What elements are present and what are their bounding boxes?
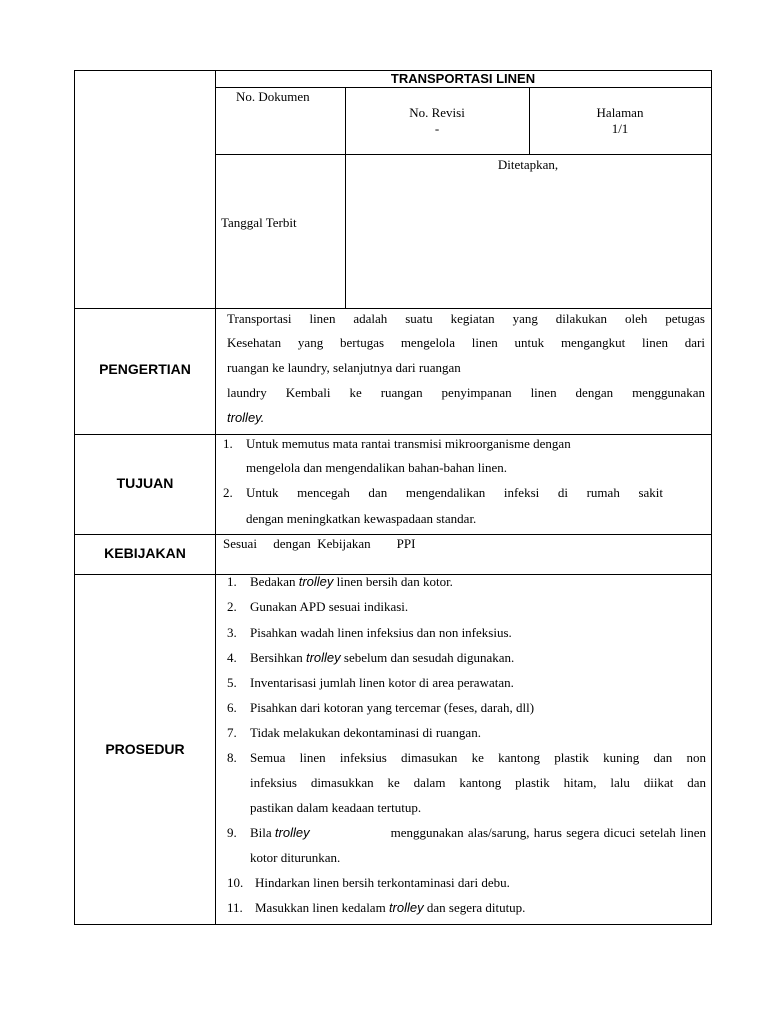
prosedur-item-num: 5.: [227, 675, 237, 690]
prosedur-item-italic: trolley: [388, 900, 424, 915]
prosedur-item-1: [227, 574, 453, 590]
tanggal-terbit-label: Tanggal Terbit: [221, 215, 297, 230]
no-revisi-value: -: [434, 121, 440, 136]
pengertian-line-4: laundry Kembali ke ruangan penyimpanan linen dengan menggunakan: [227, 385, 705, 400]
kebijakan-label: KEBIJAKAN: [104, 545, 186, 561]
halaman-value: 1/1: [611, 121, 629, 136]
prosedur-item-3: [227, 625, 512, 641]
prosedur-item-10: [227, 875, 510, 891]
prosedur-item-num: 4.: [227, 650, 237, 665]
prosedur-item-num: 1.: [227, 574, 237, 589]
tujuan-item-1-line-2: mengelola dan mengendalikan bahan-bahan linen.: [246, 460, 507, 475]
prosedur-item-num: 11.: [227, 900, 243, 915]
tujuan-item-1-line-1: Untuk memutus mata rantai transmisi mikroorganisme dengan: [246, 436, 571, 451]
prosedur-item-text: Tidak melakukan dekontaminasi di ruangan.: [250, 725, 481, 740]
prosedur-item-text: Masukkan linen kedalam: [255, 900, 389, 915]
pengertian-label: PENGERTIAN: [99, 361, 191, 377]
prosedur-item-num: 2.: [227, 599, 237, 614]
pengertian-trolley: trolley.: [227, 410, 265, 425]
pengertian-line-1: Transportasi linen adalah suatu kegiatan yang dilakukan oleh petugas: [227, 311, 705, 326]
prosedur-item-italic: trolley: [274, 825, 310, 840]
prosedur-item-num: 10.: [227, 875, 244, 890]
tujuan-item-1-num: 1.: [223, 436, 233, 451]
tujuan-label: TUJUAN: [116, 475, 174, 491]
prosedur-item-text: Pisahkan dari kotoran yang tercemar (feses, darah, dll): [250, 700, 535, 715]
prosedur-item-8-line-2: infeksius dimasukkan ke dalam kantong plastik hitam, lalu diikat dan: [250, 775, 706, 790]
tujuan-item-2-num: 2.: [223, 485, 233, 500]
prosedur-item-6: [227, 700, 534, 716]
prosedur-item-9-line-1: [250, 825, 706, 841]
prosedur-label: PROSEDUR: [105, 741, 185, 757]
prosedur-item-num: 6.: [227, 700, 237, 715]
prosedur-item-text-end: linen bersih dan kotor.: [333, 574, 453, 589]
header-section-divider: [75, 308, 711, 309]
prosedur-item-text-end: menggunakan alas/sarung, harus segera dicuci setelah linen: [390, 825, 706, 840]
prosedur-item-8-line-1: Semua linen infeksius dimasukan ke kantong plastik kuning dan non: [250, 750, 706, 765]
kebijakan-text: Sesuai dengan Kebijakan PPI: [223, 536, 416, 551]
ditetapkan-label: Ditetapkan,: [497, 157, 559, 172]
prosedur-item-5: [227, 675, 514, 691]
prosedur-item-italic: trolley: [305, 650, 341, 665]
title-divider: [215, 87, 711, 88]
prosedur-item-num: 7.: [227, 725, 237, 740]
tujuan-item-2-line-2: dengan meningkatkan kewaspadaan standar.: [246, 511, 477, 526]
prosedur-item-italic: trolley: [298, 574, 334, 589]
prosedur-item-text-end: sebelum dan sesudah digunakan.: [340, 650, 515, 665]
prosedur-item-num: 3.: [227, 625, 237, 640]
prosedur-item-4: [227, 650, 514, 666]
prosedur-item-8-num: 8.: [227, 750, 237, 765]
no-dokumen-label: No. Dokumen: [236, 89, 310, 104]
prosedur-item-7: [227, 725, 481, 741]
prosedur-item-text: Bersihkan: [250, 650, 306, 665]
prosedur-item-9-line-2: kotor diturunkan.: [250, 850, 341, 865]
doc-info-divider: [215, 154, 711, 155]
prosedur-item-9-num: 9.: [227, 825, 237, 840]
prosedur-item-text: Gunakan APD sesuai indikasi.: [250, 599, 409, 614]
no-revisi-label: No. Revisi: [409, 105, 465, 120]
left-column-divider: [215, 71, 216, 924]
prosedur-item-text: Inventarisasi jumlah linen kotor di area perawatan.: [250, 675, 514, 690]
prosedur-item-text: Pisahkan wadah linen infeksius dan non infeksius.: [250, 625, 512, 640]
prosedur-item-text: Hindarkan linen bersih terkontaminasi dari debu.: [255, 875, 510, 890]
prosedur-item-text: Bedakan: [250, 574, 299, 589]
tujuan-divider: [75, 534, 711, 535]
prosedur-item-11: [227, 900, 525, 916]
document-title: TRANSPORTASI LINEN: [390, 71, 536, 86]
pengertian-line-3: ruangan ke laundry, selanjutnya dari ruangan: [227, 360, 461, 375]
pengertian-divider: [75, 434, 711, 435]
halaman-label: Halaman: [596, 105, 644, 120]
prosedur-item-text-end: dan segera ditutup.: [423, 900, 526, 915]
prosedur-item-8-line-3: pastikan dalam keadaan tertutup.: [250, 800, 422, 815]
sop-document: [74, 70, 712, 925]
prosedur-item-text: Bila: [250, 825, 275, 840]
pengertian-line-2: Kesehatan yang bertugas mengelola linen untuk mengangkut linen dari: [227, 335, 705, 350]
tujuan-item-2-line-1: Untuk mencegah dan mengendalikan infeksi di rumah sakit: [246, 485, 663, 500]
prosedur-item-2: [227, 599, 408, 615]
